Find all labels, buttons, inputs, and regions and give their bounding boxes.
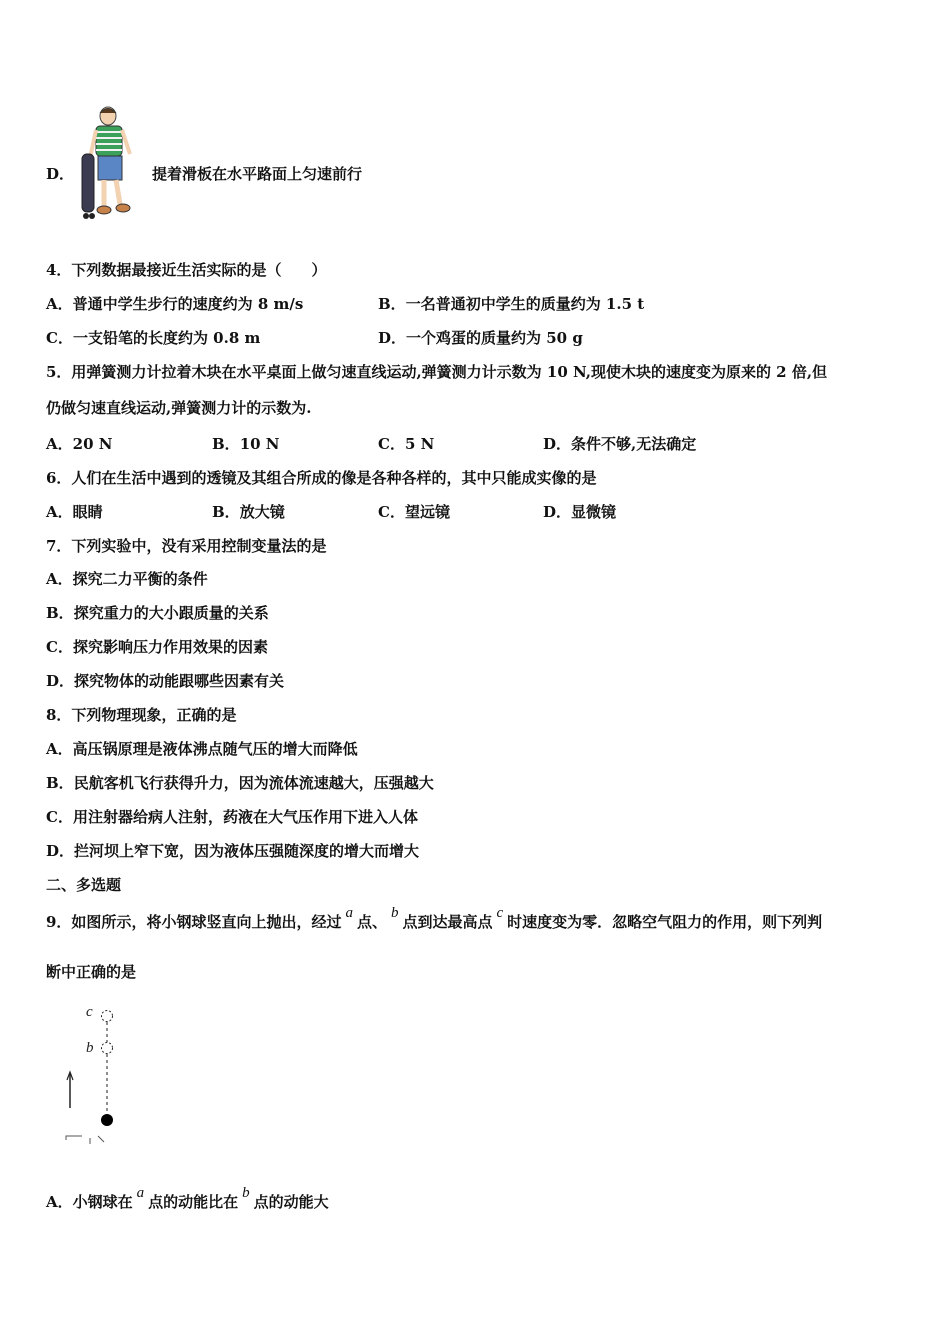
option-text: 探究物体的动能跟哪些因素有关 xyxy=(74,672,285,690)
var-c: c xyxy=(496,905,504,921)
option-label: B． xyxy=(46,604,74,622)
var-b: b xyxy=(390,905,399,921)
option-label: B． xyxy=(212,503,240,521)
q6-option-d xyxy=(543,502,616,522)
point-c-circle xyxy=(102,1011,113,1022)
option-text: 小钢球在 xyxy=(72,1193,133,1211)
option-text: 用注射器给病人注射，药液在大气压作用下进入人体 xyxy=(72,808,418,826)
point-b-circle xyxy=(102,1043,113,1054)
q3-option-d-label: D． xyxy=(46,165,75,183)
q7-stem: 7．下列实验中，没有采用控制变量法的是 xyxy=(46,537,327,555)
q5-option-d xyxy=(543,434,696,454)
q9-option-a xyxy=(46,1185,329,1213)
q7-option-d xyxy=(46,671,284,691)
option-label: D． xyxy=(543,435,572,453)
q7-option-c xyxy=(46,637,268,657)
q3-option-d-text: 提着滑板在水平路面上匀速前行 xyxy=(152,165,363,183)
option-text: 点的动能大 xyxy=(253,1193,329,1211)
option-label: B． xyxy=(46,774,74,792)
option-text: 一支铅笔的长度约为 0.8 m xyxy=(72,329,261,347)
q5-option-b xyxy=(212,434,280,454)
option-text: 民航客机飞行获得升力，因为流体流速越大，压强越大 xyxy=(73,774,434,792)
q9-text: 点、 xyxy=(356,913,387,931)
q4-option-b xyxy=(378,294,644,314)
label-c: c xyxy=(86,1004,93,1020)
option-label: A． xyxy=(46,740,73,758)
q5-option-a xyxy=(46,434,112,454)
option-text: 20 N xyxy=(72,435,113,453)
q6-option-b xyxy=(212,502,285,522)
label-b: b xyxy=(86,1040,94,1056)
option-label: D． xyxy=(543,503,572,521)
option-label: C． xyxy=(378,503,405,521)
option-label: D． xyxy=(378,329,407,347)
q8-stem: 8．下列物理现象，正确的是 xyxy=(46,706,237,724)
option-label: C． xyxy=(46,638,73,656)
option-text: 普通中学生步行的速度约为 8 m/s xyxy=(72,295,304,313)
option-label: A． xyxy=(46,503,73,521)
option-label: A． xyxy=(46,435,73,453)
section-title: 二、多选题 xyxy=(46,876,122,894)
option-text: 5 N xyxy=(404,435,435,453)
q5-stem-line1: 5．用弹簧测力计拉着木块在水平桌面上做匀速直线运动,弹簧测力计示数为 10 N,现使木块的速度变为原来的 2 倍,但 xyxy=(46,363,828,381)
q6-option-c xyxy=(378,502,450,522)
option-text: 高压锅原理是液体沸点随气压的增大而降低 xyxy=(72,740,358,758)
q4-stem: 4．下列数据最接近生活实际的是（ ） xyxy=(46,261,327,279)
option-label: B． xyxy=(378,295,406,313)
option-text: 放大镜 xyxy=(239,503,285,521)
figure-caption-fragment xyxy=(66,1136,104,1144)
q9-text: 点到达最高点 xyxy=(402,913,493,931)
option-text: 探究二力平衡的条件 xyxy=(72,570,208,588)
var-a: a xyxy=(345,905,353,921)
boy-skateboard-illustration xyxy=(78,104,140,226)
q9-ball-trajectory-figure xyxy=(60,998,140,1144)
q7-option-a xyxy=(46,569,208,589)
q4-option-a xyxy=(46,294,303,314)
option-label: C． xyxy=(46,329,73,347)
q9-text: 时速度变为零．忽略空气阻力的作用，则下列判 xyxy=(507,913,823,931)
option-text: 显微镜 xyxy=(571,503,617,521)
q4-option-d xyxy=(378,328,583,348)
option-text: 探究影响压力作用效果的因素 xyxy=(72,638,268,656)
option-label: C． xyxy=(378,435,405,453)
option-label: C． xyxy=(46,808,73,826)
option-text: 一名普通初中学生的质量约为 1.5 t xyxy=(405,295,645,313)
steel-ball xyxy=(101,1114,113,1126)
option-text: 拦河坝上窄下宽，因为液体压强随深度的增大而增大 xyxy=(74,842,420,860)
q6-option-a xyxy=(46,502,103,522)
q7-option-b xyxy=(46,603,269,623)
q9-text: 9．如图所示，将小钢球竖直向上抛出，经过 xyxy=(46,913,342,931)
q5-stem-line2: 仍做匀速直线运动,弹簧测力计的示数为. xyxy=(46,399,312,417)
q4-option-c xyxy=(46,328,260,348)
option-label: D． xyxy=(46,842,75,860)
q9-stem-line1 xyxy=(46,905,823,933)
q8-option-b xyxy=(46,773,434,793)
q6-stem: 6．人们在生活中遇到的透镜及其组合所成的像是各种各样的，其中只能成实像的是 xyxy=(46,469,597,487)
option-label: B． xyxy=(212,435,240,453)
option-text: 眼睛 xyxy=(72,503,103,521)
option-label: A． xyxy=(46,1193,73,1211)
option-text: 10 N xyxy=(239,435,280,453)
q5-option-c xyxy=(378,434,434,454)
option-label: A． xyxy=(46,295,73,313)
option-label: D． xyxy=(46,672,75,690)
var-b: b xyxy=(242,1185,250,1201)
q9-stem-line2: 断中正确的是 xyxy=(46,963,137,981)
option-text: 点的动能比在 xyxy=(148,1193,239,1211)
option-text: 一个鸡蛋的质量约为 50 g xyxy=(406,329,583,347)
q8-option-d xyxy=(46,841,419,861)
option-text: 探究重力的大小跟质量的关系 xyxy=(73,604,269,622)
option-text: 望远镜 xyxy=(404,503,450,521)
var-a: a xyxy=(136,1185,145,1201)
q8-option-c xyxy=(46,807,418,827)
q8-option-a xyxy=(46,739,358,759)
option-text: 条件不够,无法确定 xyxy=(571,435,697,453)
option-label: A． xyxy=(46,570,73,588)
